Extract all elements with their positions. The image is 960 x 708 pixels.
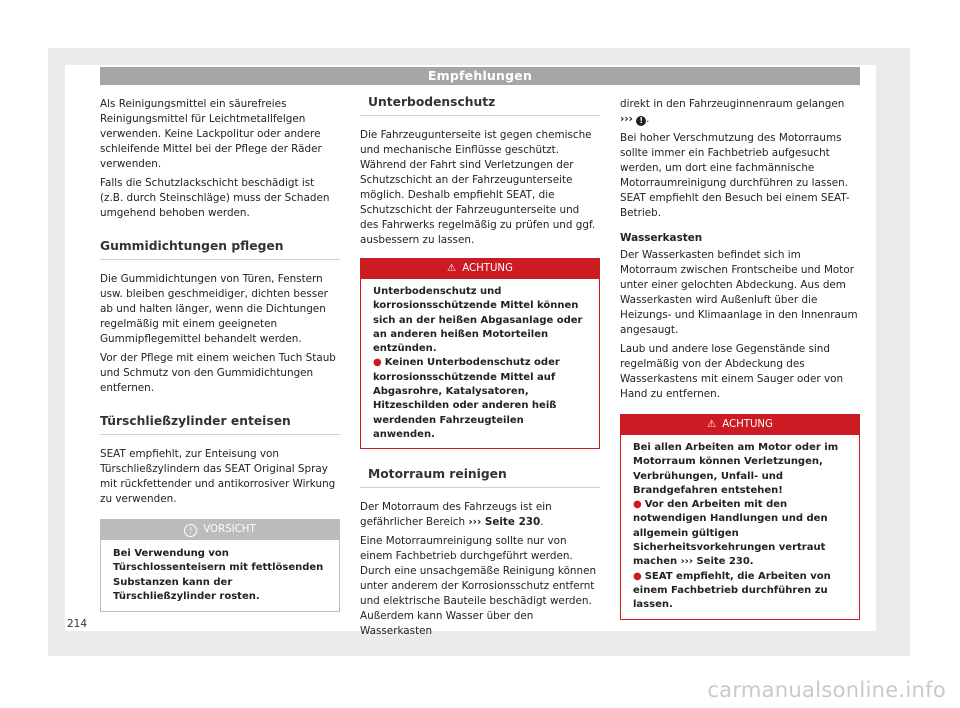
paragraph: Als Reinigungsmittel ein säurefreies Reinigungsmittel für Leichtmetallfelgen verwenden. Keine Lackpolitur oder andere schleifende Mittel bei der Pflege der Räder verwenden. <box>100 98 322 170</box>
paragraph: Falls die Schutzlackschicht beschädigt ist (z.B. durch Steinschläge) muss der Schaden umgehend behoben werden. <box>100 177 330 219</box>
warning-bullet: ● Vor den Arbeiten mit den notwendigen Handlungen und den allgemein gültigen Sicherheitsvorkehrungen vertraut machen ››› Seite 230. <box>633 499 828 568</box>
caution-header <box>101 520 339 540</box>
paragraph: Eine Motorraumreinigung sollte nur von einem Fachbetrieb durchgeführt werden. Durch eine unsachgemäße Reinigung können unter anderem der Korrosionsschutz entfernt und elektrische Bauteile beschädigt werden. Außerdem kann Wasser über den Wasserkasten <box>360 535 597 638</box>
subsection-title-wasserkasten: Wasserkasten <box>620 232 703 244</box>
warning-text: Bei allen Arbeiten am Motor oder im Motorraum können Verletzungen, Verbrühungen, Unfall- und Brandgefahren entstehen! <box>633 442 839 496</box>
warning-label: ACHTUNG <box>722 419 773 430</box>
bullet-icon: ● <box>373 357 382 369</box>
column-1 <box>100 97 340 612</box>
warning-box <box>360 258 600 449</box>
warning-header <box>621 415 859 435</box>
warning-circle-icon: ! <box>636 116 646 126</box>
bullet-icon: ● <box>633 499 642 511</box>
warning-bullet: ● Keinen Unterbodenschutz oder korrosionsschützende Mittel auf Abgasrohre, Katalysatoren, Hitzeschilden oder anderen heiß werdenden Fahrzeugteilen anwenden. <box>373 357 560 440</box>
paragraph: Der Wasserkasten befindet sich im Motorraum zwischen Frontscheibe und Motor unter einer gelochten Abdeckung. Aus dem Wasserkasten wird Außenluft über die Heizungs- und Klimaanlage in den Innenraum angesaugt. <box>620 249 858 336</box>
paragraph: Vor der Pflege mit einem weichen Tuch Staub und Schmutz von den Gummidichtungen entfernen. <box>100 352 336 394</box>
paragraph: Der Motorraum des Fahrzeugs ist ein gefährlicher Bereich ››› Seite 230. <box>360 501 552 529</box>
paragraph: Laub und andere lose Gegenstände sind regelmäßig von der Abdeckung des Wasserkastens mit einem Sauger oder von Hand zu entfernen. <box>620 343 844 400</box>
warning-body <box>621 435 859 619</box>
watermark-text: carmanualsonline.info <box>707 678 946 702</box>
section-title-tuerschliesszylinder: Türschließzylinder enteisen <box>100 414 340 435</box>
paragraph: Die Fahrzeugunterseite ist gegen chemische und mechanische Einflüsse geschützt. Während der Fahrt sind Verletzungen der Schutzschicht an der Fahrzeugunterseite möglich. Deshalb empfiehlt SEAT, die Schutzschicht der Fahrzeugunterseite und des Fahrwerks regelmäßig zu prüfen und ggf. ausbessern zu lassen. <box>360 129 596 246</box>
section-header: Empfehlungen <box>100 67 860 85</box>
warning-triangle-icon: ⚠ <box>707 419 717 430</box>
bullet-icon: ● <box>633 570 642 582</box>
section-title-gummidichtungen: Gummidichtungen pflegen <box>100 239 340 260</box>
warning-triangle-icon: ⚠ <box>447 263 457 274</box>
reference-arrow[interactable]: ››› <box>620 113 633 125</box>
page-number: 214 <box>67 618 88 630</box>
warning-text: Unterbodenschutz und korrosionsschützende Mittel können sich an der heißen Abgasanlage oder an anderen heißen Motorteilen entzünden. <box>373 286 583 355</box>
page-reference-link[interactable]: ››› Seite 230 <box>680 556 750 568</box>
warning-label: ACHTUNG <box>462 263 513 274</box>
page-reference-link[interactable]: ››› Seite 230 <box>468 516 541 529</box>
paragraph: direkt in den Fahrzeuginnenraum gelangen ››› ! . <box>620 98 845 125</box>
column-2 <box>360 95 600 643</box>
column-3 <box>620 97 860 632</box>
warning-bullet: ● SEAT empfiehlt, die Arbeiten von einem Fachbetrieb durchführen zu lassen. <box>633 570 831 611</box>
warning-box <box>620 414 860 620</box>
caution-box <box>100 519 340 612</box>
warning-header <box>361 259 599 279</box>
caution-label: VORSICHT <box>203 524 256 535</box>
section-title-unterbodenschutz: Unterbodenschutz <box>360 95 600 116</box>
paragraph: Bei hoher Verschmutzung des Motorraums sollte immer ein Fachbetrieb aufgesucht werden, um dort eine fachmännische Motorraumreinigung durchführen zu lassen. SEAT empfiehlt den Besuch bei einem SEAT-Betrieb. <box>620 132 850 219</box>
info-circle-icon: ! <box>184 524 197 537</box>
paragraph: SEAT empfiehlt, zur Enteisung von Türschließzylindern das SEAT Original Spray mit rückfettender und antikorrosiver Wirkung zu verwenden. <box>100 448 336 505</box>
warning-body <box>361 279 599 448</box>
paragraph: Die Gummidichtungen von Türen, Fenstern usw. bleiben geschmeidiger, dichten besser ab und halten länger, wenn die Dichtungen regelmäßig mit einem geeigneten Gummipflegemittel behandelt werden. <box>100 273 328 345</box>
section-title-motorraum: Motorraum reinigen <box>360 467 600 488</box>
caution-text: Bei Verwendung von Türschlossenteisern mit fettlösenden Substanzen kann der Türschließzylinder rosten. <box>113 548 324 602</box>
